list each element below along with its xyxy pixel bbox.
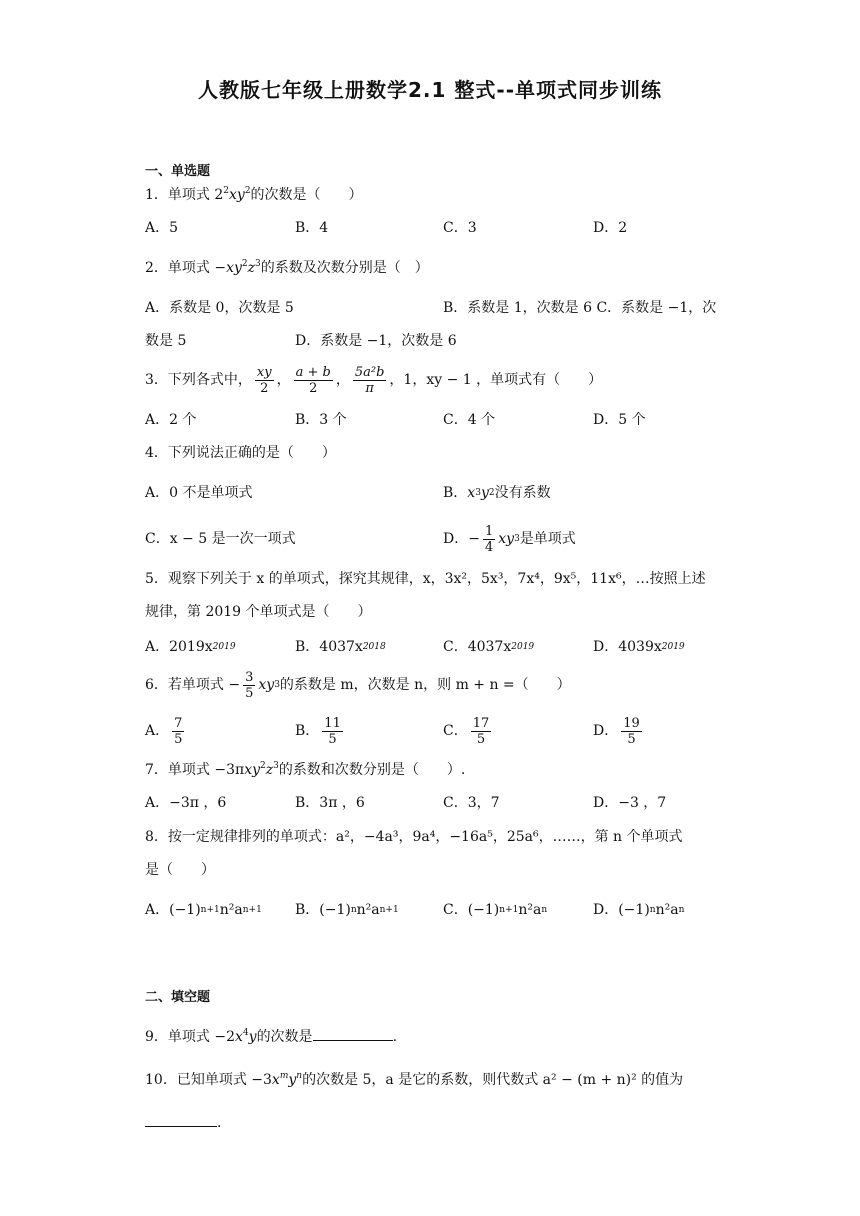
q10-var2: y: [288, 1072, 297, 1088]
question-5-line2: 规律，第 2019 个单项式是（ ）: [145, 604, 372, 620]
q5-d-text: D．4039x: [593, 639, 662, 655]
q6-options: [145, 711, 725, 751]
q6-d-label: D．: [593, 723, 619, 739]
q9-answer-blank[interactable]: [313, 1026, 393, 1041]
q8-c-text: C．(−1): [443, 902, 500, 918]
q5-option-a[interactable]: [145, 632, 236, 662]
q5-b-text: B．4037x: [295, 639, 363, 655]
q10-exp2: n: [296, 1071, 303, 1081]
q10-prefix: 10．已知单项式 −3: [145, 1072, 272, 1088]
q10-end: .: [217, 1115, 222, 1131]
q6-d-fraction: [621, 716, 642, 747]
q8-b-text: B．(−1): [295, 902, 351, 918]
q5-c-exp: 2019: [511, 642, 535, 652]
q4-d-prefix: D．−: [443, 531, 480, 547]
q1-exp1: 2: [223, 186, 229, 196]
q9-var2: y: [248, 1029, 257, 1045]
q4-b-var2: y: [480, 485, 489, 501]
q8-option-c[interactable]: C．(−1) n+1 n²a n: [443, 895, 547, 925]
q3-f2-den: 2: [309, 380, 318, 396]
q1-option-a[interactable]: A．5: [145, 220, 179, 236]
q3-f1-num: xy: [256, 364, 272, 380]
q8-d-text: D．(−1): [593, 902, 650, 918]
q3-option-b[interactable]: B．3 个: [295, 412, 347, 428]
q2-exp2: 3: [255, 259, 261, 269]
q4-option-d[interactable]: D．− $\frac{1}{4}$ xy 3 是单项式: [443, 523, 576, 555]
q1-option-d[interactable]: D．2: [593, 220, 628, 236]
q3-option-a[interactable]: A．2 个: [145, 412, 197, 428]
q4-options-row1: [145, 478, 725, 508]
q3-comma-1: ，: [276, 372, 291, 388]
q3-f1-den: 2: [260, 380, 269, 396]
q5-options: [145, 632, 725, 662]
q1-option-b[interactable]: B．4: [295, 220, 329, 236]
q9-prefix: 9．单项式 −2: [145, 1029, 235, 1045]
q7-var2: z: [265, 762, 274, 778]
q6-var: xy: [258, 677, 275, 693]
q2-options-line1: [145, 293, 725, 323]
q6-b-fraction: [322, 716, 343, 747]
q5-d-exp: 2019: [661, 642, 685, 652]
q7-exp2: 3: [273, 761, 279, 771]
question-10: [145, 1070, 683, 1090]
q7-exp1: 2: [260, 761, 266, 771]
q6-a-label: A．: [145, 723, 170, 739]
q4-options-row2: [145, 520, 725, 558]
q4-d-suffix: 是单项式: [519, 531, 576, 547]
q7-option-b[interactable]: B．3π ，6: [295, 795, 365, 811]
q6-a-fraction: [172, 716, 184, 747]
q2-var: xy: [226, 260, 242, 276]
q6-b-label: B．: [295, 723, 320, 739]
q7-option-a[interactable]: A．−3π ，6: [145, 795, 227, 811]
q2-exp1: 2: [241, 259, 248, 269]
q6-den: 5: [245, 685, 254, 701]
q6-d-den: 5: [627, 731, 636, 747]
q5-a-exp: 2019: [212, 642, 236, 652]
q2-var2: z: [247, 260, 256, 276]
question-8-line2: 是（ ）: [145, 862, 215, 878]
q6-option-b[interactable]: [295, 711, 346, 751]
q7-prefix: 7．单项式 −3π: [145, 762, 245, 778]
q6-b-den: 5: [328, 731, 337, 747]
q6-a-num: 7: [174, 715, 183, 731]
q8-c-tail: n²a: [518, 902, 542, 918]
q10-exp1: m: [279, 1071, 289, 1081]
q5-b-exp: 2018: [362, 642, 386, 652]
q8-d-tail: n²a: [655, 902, 679, 918]
q4-d-den: 4: [484, 539, 494, 555]
question-9: [145, 1026, 397, 1047]
q6-fraction: [243, 670, 255, 701]
q8-a-tail: n²a: [219, 902, 243, 918]
q1-var: xy: [229, 187, 245, 203]
q4-option-a[interactable]: A．0 不是单项式: [145, 485, 253, 501]
question-10-line2: [145, 1112, 221, 1133]
q2-options-line2: [145, 326, 725, 356]
q5-a-text: A．2019x: [145, 639, 213, 655]
question-6: 6．若单项式 − $\frac{3}{5}$ xy 3 的系数是 m，次数是 n，则 m + n =（ ）: [145, 669, 571, 701]
q8-b-tail: n²a: [356, 902, 380, 918]
q6-c-den: 5: [476, 731, 486, 747]
q10-var: x: [271, 1072, 280, 1088]
question-5-line1: 5．观察下列关于 x 的单项式，探究其规律，x，3x²，5x³，7x⁴，9x⁵，11x⁶，…按照上述: [145, 571, 706, 587]
q8-option-d[interactable]: D．(−1) n n²a n: [593, 895, 684, 925]
q1-prefix: 1．单项式 2: [145, 187, 224, 203]
q4-d-num: 1: [484, 523, 494, 539]
q6-num: 3: [245, 669, 254, 685]
q3-fraction-2: [294, 365, 333, 396]
q3-option-c[interactable]: C．4 个: [443, 412, 496, 428]
q9-suffix: 的次数是: [256, 1029, 313, 1045]
q5-option-b[interactable]: [295, 632, 386, 662]
q1-exp2: 2: [244, 186, 251, 196]
q4-d-var: xy: [498, 531, 515, 547]
q6-suffix: 的系数是 m，次数是 n，则 m + n =（ ）: [279, 677, 571, 693]
q1-option-c[interactable]: C．3: [443, 220, 477, 236]
section-heading-fill-blank: 二、填空题: [145, 990, 211, 1005]
q9-exp: 4: [242, 1028, 249, 1038]
q5-option-d[interactable]: [593, 632, 685, 662]
q3-fraction-1: [255, 365, 274, 396]
q3-comma-2: ，: [335, 372, 350, 388]
q4-b-label: B．: [443, 485, 468, 501]
q3-f3-num: 5a²b: [354, 364, 385, 380]
q6-option-a[interactable]: [145, 711, 187, 751]
q10-answer-blank[interactable]: [145, 1112, 217, 1127]
question-8-line1: 8．按一定规律排列的单项式：a²，−4a³，9a⁴，−16a⁵，25a⁶，……，第 n 个单项式: [145, 829, 683, 845]
q3-fraction-3: [353, 365, 387, 396]
q6-option-c[interactable]: [443, 711, 494, 751]
q6-option-d[interactable]: [593, 711, 645, 751]
q1-options: [145, 213, 725, 243]
q9-end: .: [392, 1029, 398, 1045]
q3-f2-num: a + b: [295, 364, 331, 380]
q6-prefix: 6．若单项式 −: [145, 677, 241, 693]
q6-d-num: 19: [623, 715, 640, 731]
q4-option-c[interactable]: C．x − 5 是一次一项式: [145, 531, 296, 547]
q7-options: [145, 788, 725, 818]
q7-var: xy: [244, 762, 261, 778]
q6-c-label: C．: [443, 723, 468, 739]
q8-options: [145, 895, 725, 925]
q4-b-var: x: [467, 485, 476, 501]
q6-c-fraction: [471, 716, 492, 747]
q3-option-d[interactable]: D．5 个: [593, 412, 646, 428]
q7-suffix: 的系数和次数分别是（ ）.: [278, 762, 466, 778]
q10-suffix: 的次数是 5，a 是它的系数，则代数式 a² − (m + n)² 的值为: [302, 1072, 684, 1088]
q5-c-text: C．4037x: [443, 639, 512, 655]
q8-option-a[interactable]: A．(−1) n+1 n²a n+1: [145, 895, 262, 925]
q6-c-num: 17: [472, 715, 490, 731]
q4-d-fraction: [483, 524, 495, 555]
q2-option-a[interactable]: A．系数是 0，次数是 5: [145, 300, 294, 316]
q4-option-b[interactable]: B． x 3 y 2 没有系数: [443, 478, 551, 508]
question-3: [145, 362, 602, 398]
q2-option-c-cont: 数是 5: [145, 333, 187, 349]
q3-f3-den: π: [365, 380, 374, 396]
question-7: [145, 760, 465, 780]
page-title: 人教版七年级上册数学2.1 整式--单项式同步训练: [198, 78, 662, 102]
q4-b-suffix: 没有系数: [494, 485, 551, 501]
q5-option-c[interactable]: [443, 632, 534, 662]
q3-prefix: 3．下列各式中，: [145, 372, 252, 388]
q2-suffix: 的系数及次数分别是（ ）: [260, 260, 429, 276]
q2-prefix: 2．单项式 −: [145, 260, 227, 276]
q7-option-c[interactable]: C．3，7: [443, 795, 500, 811]
q6-a-den: 5: [174, 731, 183, 747]
q7-option-d[interactable]: D．−3 ，7: [593, 795, 667, 811]
q3-tail: ，1，xy − 1 ，单项式有（ ）: [389, 372, 603, 388]
q3-options: [145, 405, 725, 435]
q8-option-b[interactable]: B．(−1) n n²a n+1: [295, 895, 399, 925]
q2-option-bc[interactable]: B．系数是 1，次数是 6 C．系数是 −1，次: [443, 300, 717, 316]
question-1: [145, 185, 363, 205]
q2-option-d[interactable]: D．系数是 −1，次数是 6: [295, 333, 457, 349]
question-4: 4．下列说法正确的是（ ）: [145, 445, 336, 461]
section-heading-single-choice: 一、单选题: [145, 164, 211, 179]
q9-var: x: [235, 1029, 243, 1045]
q6-b-num: 11: [324, 715, 341, 731]
q1-suffix: 的次数是（ ）: [250, 187, 363, 203]
q8-a-text: A．(−1): [145, 902, 201, 918]
question-2: [145, 258, 429, 278]
